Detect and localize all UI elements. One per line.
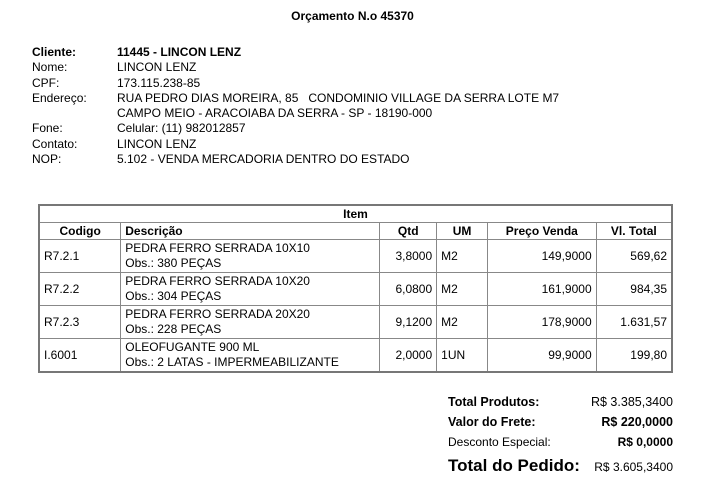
cpf-value: 173.115.238-85 [117,75,201,90]
valor-frete [448,415,673,429]
item-obs: Obs.: 2 LATAS - IMPERMEABILIZANTE [125,355,339,369]
cell-descricao [121,306,380,339]
cell-qtd: 6,0800 [380,273,437,306]
nop-value: 5.102 - VENDA MERCADORIA DENTRO DO ESTADO [117,152,410,167]
col-codigo: Codigo [39,223,121,240]
cliente-value: 11445 - LINCON LENZ [117,45,242,59]
desconto-value: R$ 0,0000 [617,435,673,449]
cell-total: 984,35 [596,273,672,306]
cell-descricao [121,240,380,273]
item-description: OLEOFUGANTE 900 ML [125,340,260,354]
cliente-label: Cliente: [32,45,77,59]
item-obs: Obs.: 228 PEÇAS [125,322,222,336]
cell-total: 569,62 [596,240,672,273]
cell-um: 1UN [437,339,488,373]
item-description: PEDRA FERRO SERRADA 10X20 [125,274,310,288]
item-description: PEDRA FERRO SERRADA 10X10 [125,241,310,255]
nome-value: LINCON LENZ [117,60,197,75]
total-pedido-label: Total do Pedido: [448,456,580,475]
table-row [39,339,672,373]
fone-value: Celular: (11) 982012857 [117,121,246,136]
desconto-label: Desconto Especial: [448,435,551,449]
col-preco: Preço Venda [488,223,597,240]
cell-descricao [121,339,380,373]
cell-codigo: R7.2.3 [39,306,121,339]
table-row [39,306,672,339]
col-descricao: Descrição [121,223,380,240]
col-um: UM [437,223,488,240]
valor-frete-value: R$ 220,0000 [601,415,673,429]
col-qtd: Qtd [380,223,437,240]
cell-total: 1.631,57 [596,306,672,339]
cell-preco: 178,9000 [488,306,597,339]
total-pedido [448,456,673,476]
table-row [39,273,672,306]
cell-preco: 161,9000 [488,273,597,306]
cell-qtd: 9,1200 [380,306,437,339]
table-row [39,240,672,273]
col-total: Vl. Total [596,223,672,240]
nome-label: Nome: [32,60,68,75]
cell-total: 199,80 [596,339,672,373]
endereco-line1: RUA PEDRO DIAS MOREIRA, 85 CONDOMINIO VILLAGE DA SERRA LOTE M7 [117,90,560,105]
endereco-label: Endereço: [32,90,87,105]
contato-value: LINCON LENZ [117,136,197,151]
cell-codigo: I.6001 [39,339,121,373]
items-table [38,204,673,373]
valor-frete-label: Valor do Frete: [448,415,536,429]
cpf-label: CPF: [32,75,60,90]
endereco-line2: CAMPO MEIO - ARACOIABA DA SERRA - SP - 18190-000 [117,106,433,121]
item-group-header: Item [39,205,672,223]
cell-preco: 99,9000 [488,339,597,373]
cell-preco: 149,9000 [488,240,597,273]
cell-qtd: 3,8000 [380,240,437,273]
cell-um: M2 [437,306,488,339]
cell-descricao [121,273,380,306]
fone-label: Fone: [32,121,63,136]
desconto-especial [448,435,673,449]
cell-codigo: R7.2.1 [39,240,121,273]
item-obs: Obs.: 380 PEÇAS [125,256,222,270]
item-obs: Obs.: 304 PEÇAS [125,289,222,303]
cell-um: M2 [437,240,488,273]
total-produtos-label: Total Produtos: [448,395,540,409]
quote-title: Orçamento N.o 45370 [291,9,414,23]
total-pedido-value: R$ 3.605,3400 [594,460,673,474]
cell-um: M2 [437,273,488,306]
total-produtos-value: R$ 3.385,3400 [590,395,673,409]
contato-label: Contato: [32,136,78,151]
client-info [32,45,559,167]
cell-qtd: 2,0000 [380,339,437,373]
nop-label: NOP: [32,152,62,167]
item-description: PEDRA FERRO SERRADA 20X20 [125,307,310,321]
total-produtos [448,395,673,409]
cell-codigo: R7.2.2 [39,273,121,306]
